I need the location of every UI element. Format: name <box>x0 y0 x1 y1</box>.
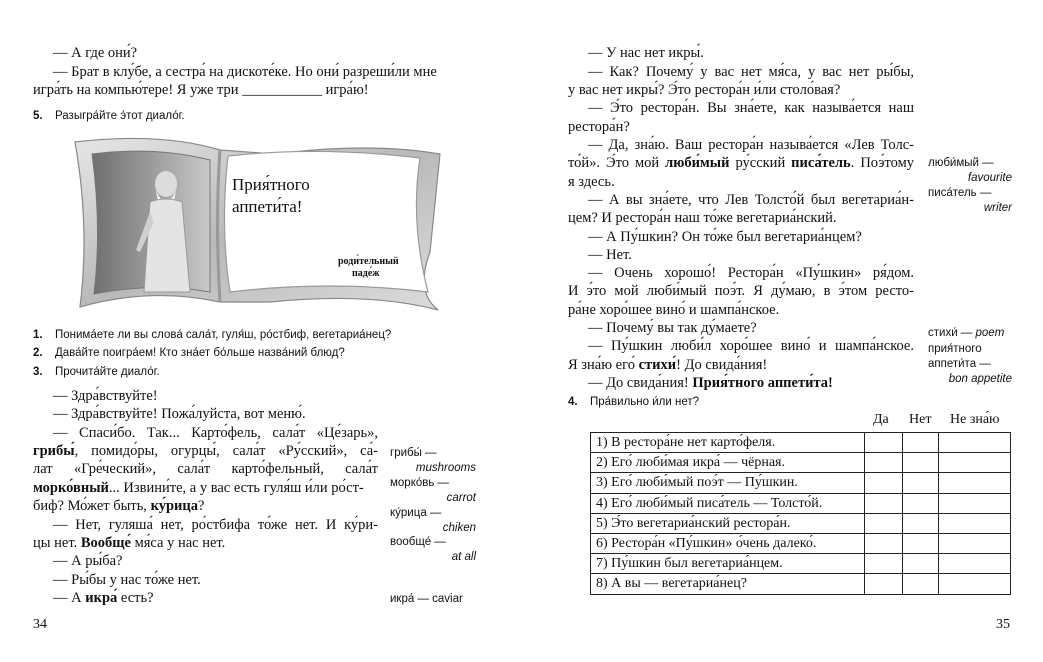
vocab-word: писа́тель <box>791 155 851 171</box>
dialog-line: — Здра́вствуйте! <box>53 388 158 404</box>
vocab-word: икра́ <box>85 590 118 606</box>
gloss-russian: ку́рица — <box>390 507 442 519</box>
answer-cell-dont-know[interactable] <box>939 493 1011 513</box>
gloss-entry: икра́ — caviar <box>390 593 463 605</box>
dialog-line: ра́не хоро́шее вино́ и шампа́нское. <box>568 302 780 318</box>
case-label <box>338 256 399 280</box>
picture-title <box>232 174 310 218</box>
table-row <box>591 533 1011 553</box>
exercise-instruction: Дава́йте поигра́ем! Кто зна́ет бо́льше назва́ний блюд? <box>55 347 345 359</box>
gloss-english: bon appetite <box>948 373 1012 385</box>
answer-cell-dont-know[interactable] <box>939 433 1011 453</box>
exercise-number: 4. <box>568 396 578 408</box>
dialog-text: биф? Мо́жет быть, <box>33 498 151 514</box>
table-row <box>591 453 1011 473</box>
gloss-english: carrot <box>446 492 476 504</box>
page-number: 35 <box>996 617 1010 632</box>
dialog-text: — До свида́ния! <box>588 375 693 391</box>
dialog-line: — Да, зна́ю. Ваш рестора́н называ́ется «Лев Толс- <box>588 137 914 153</box>
dialog-line <box>33 479 364 497</box>
dialog-text: . Поэ́тому <box>850 155 914 171</box>
answer-cell-no[interactable] <box>903 473 939 493</box>
column-header-dont-know: Не зна́ю <box>950 412 1000 427</box>
answer-cell-yes[interactable] <box>865 533 903 553</box>
vocab-word: люби́мый <box>665 155 730 171</box>
exercise-instruction: Прочита́йте диало́г. <box>55 366 160 378</box>
dialog-line: — Спаси́бо. Так... Карто́фель, сала́т «Це́зарь», <box>53 425 378 441</box>
dialog-line <box>33 534 225 552</box>
gloss-russian: аппети́та — <box>928 358 991 370</box>
dialog-line <box>33 497 204 515</box>
exercise-instruction: Разыгра́йте э́тот диало́г. <box>55 110 185 122</box>
gloss-english: poem <box>975 327 1005 339</box>
case-label-line: паде́ж <box>352 268 380 279</box>
dialog-line <box>588 374 833 392</box>
gloss-english: writer <box>983 202 1012 214</box>
exercise-number: 3. <box>33 366 43 378</box>
gloss-russian: грибы́ — <box>390 447 437 459</box>
vocab-word: грибы́ <box>33 443 75 459</box>
dialog-text: то́й». Э́то мой <box>568 155 666 171</box>
exercise-instruction: Пра́вильно и́ли нет? <box>590 396 700 408</box>
dialog-text: , помидо́ры, огурцы́, сала́т «Ру́сский», са́- <box>74 443 378 459</box>
gloss-russian: стихи́ — <box>928 327 976 339</box>
exercise-3 <box>33 366 160 378</box>
table-row <box>591 574 1011 594</box>
vocab-word: ку́рица <box>150 498 198 514</box>
answer-cell-no[interactable] <box>903 533 939 553</box>
dialog-line: я здесь. <box>568 174 615 190</box>
gloss-english: chiken <box>442 522 476 534</box>
scroll-graphic <box>70 132 450 312</box>
dialog-line: — А вы зна́ете, что Лев Толсто́й был вегетариа́н- <box>588 192 914 208</box>
answer-cell-yes[interactable] <box>865 513 903 533</box>
gloss-entry <box>928 342 1012 387</box>
gloss-russian: люби́мый — <box>928 157 994 169</box>
vocab-word: стихи́ <box>638 357 677 373</box>
statement-cell: 2) Его́ люби́мая икра́ — чёрная. <box>591 453 865 473</box>
picture-title-line: аппети́та! <box>232 197 303 216</box>
gloss-entry <box>390 446 476 476</box>
dialog-line: — А где они́? <box>53 45 138 61</box>
page-number: 34 <box>33 617 47 632</box>
dialog-line: — А ры́ба? <box>53 553 123 569</box>
answer-cell-no[interactable] <box>903 453 939 473</box>
statement-cell: 1) В рестора́не нет карто́феля. <box>591 433 865 453</box>
true-false-table <box>590 432 1011 595</box>
dialog-text: Я зна́ю его́ <box>568 357 639 373</box>
dialog-line <box>33 442 378 460</box>
dialog-text: цы нет. <box>33 535 81 551</box>
answer-cell-no[interactable] <box>903 493 939 513</box>
dialog-line: — Нет, гуляша́ нет, ро́стбифа то́же нет. И ку́ри- <box>53 517 378 533</box>
exercise-5 <box>33 110 185 122</box>
answer-cell-yes[interactable] <box>865 554 903 574</box>
gloss-russian: писа́тель — <box>928 187 992 199</box>
picture-title-line: Прия́тного <box>232 175 310 194</box>
gloss-entry <box>390 476 476 506</box>
dialog-line <box>53 589 154 607</box>
exercise-instruction: Понима́ете ли вы слова́ сала́т, гуля́ш, ро́стбиф, вегетариа́нец? <box>55 329 392 341</box>
table-row <box>591 513 1011 533</box>
dialog-line: у вас нет икры́? Э́то рестора́н и́ли столо́вая? <box>568 82 841 98</box>
dialog-text: мя́са у нас нет. <box>130 535 226 551</box>
dialog-line: — Нет. <box>588 247 632 263</box>
dialog-line: — А Пу́шкин? Он то́же был вегетариа́нцем? <box>588 229 862 245</box>
table-row <box>591 433 1011 453</box>
statement-cell: 5) Э́то вегетариа́нский рестора́н. <box>591 513 865 533</box>
dialog-line: рестора́н? <box>568 119 630 135</box>
answer-cell-yes[interactable] <box>865 453 903 473</box>
tolstoy-scroll-illustration <box>70 132 450 312</box>
answer-cell-dont-know[interactable] <box>939 453 1011 473</box>
gloss-russian: прия́тного <box>928 343 982 355</box>
answer-cell-dont-know[interactable] <box>939 513 1011 533</box>
dialog-text: есть? <box>117 590 154 606</box>
table-row <box>591 554 1011 574</box>
vocab-word: морко́вный <box>33 480 109 496</box>
gloss-english: at all <box>451 551 476 563</box>
dialog-line: цем? И рестора́н наш то́же вегетариа́нский. <box>568 210 837 226</box>
gloss-english: mushrooms <box>415 462 476 474</box>
dialog-line: — Э́то рестора́н. Вы зна́ете, как называ́ется наш <box>588 100 914 116</box>
dialog-line: И э́то мой люби́мый поэ́т. Я ду́маю, в э́том ресто- <box>568 283 914 299</box>
exercise-2 <box>33 347 345 359</box>
dialog-line: игра́ть на компью́тере! Я уже три ___________ игра́ю! <box>33 82 369 98</box>
answer-cell-yes[interactable] <box>865 574 903 594</box>
answer-cell-dont-know[interactable] <box>939 554 1011 574</box>
dialog-line: — Почему́ вы так ду́маете? <box>588 320 757 336</box>
answer-cell-dont-know[interactable] <box>939 533 1011 553</box>
dialog-line: лат «Гре́ческий», сала́т карто́фельный, сала́т <box>33 461 378 477</box>
exercise-number: 1. <box>33 329 43 341</box>
dialog-line: — Пу́шкин люби́л хоро́шее вино́ и шампа́нское. <box>588 338 914 354</box>
gloss-russian: морко́вь — <box>390 477 450 489</box>
gloss-entry <box>928 156 1012 186</box>
dialog-line <box>568 154 914 172</box>
gloss-entry <box>928 186 1012 216</box>
exercise-4 <box>568 396 699 408</box>
gloss-entry <box>928 326 1004 341</box>
answer-cell-no[interactable] <box>903 574 939 594</box>
dialog-line <box>568 356 767 374</box>
answer-cell-no[interactable] <box>903 433 939 453</box>
dialog-line: — Здра́вствуйте! Пожа́луйста, вот меню́. <box>53 406 306 422</box>
vocab-word: Прия́тного аппети́та! <box>692 375 833 391</box>
dialog-text: ру́сский <box>729 155 792 171</box>
exercise-number: 5. <box>33 110 43 122</box>
gloss-english: favourite <box>967 172 1012 184</box>
table-row <box>591 473 1011 493</box>
statement-cell: 8) А вы — вегетариа́нец? <box>591 574 865 594</box>
gloss-entry <box>390 535 476 565</box>
gloss-russian: вообще́ — <box>390 536 446 548</box>
dialog-text: — А <box>53 590 86 606</box>
dialog-text: ... Извини́те, а у вас есть гуля́ш и́ли ро́ст- <box>108 480 364 496</box>
dialog-line: — Как? Почему́ у вас нет мя́са, у вас нет ры́бы, <box>588 64 914 80</box>
dialog-line: — Брат в клу́бе, а сестра́ на дискоте́ке. Но они́ разреши́ли мне <box>53 64 437 80</box>
vocab-word: Вообще́ <box>80 535 131 551</box>
table-row <box>591 493 1011 513</box>
statement-cell: 3) Его́ люби́мый поэ́т — Пу́шкин. <box>591 473 865 493</box>
exercise-1 <box>33 329 391 341</box>
gloss-entry <box>390 506 476 536</box>
dialog-line: — Ры́бы у нас то́же нет. <box>53 572 201 588</box>
statement-cell: 7) Пу́шкин был вегетариа́нцем. <box>591 554 865 574</box>
column-header-yes: Да <box>873 412 889 427</box>
statement-cell: 6) Рестора́н «Пу́шкин» о́чень далеко́. <box>591 533 865 553</box>
column-header-no: Нет <box>909 412 932 427</box>
dialog-text: ? <box>198 498 205 514</box>
answer-cell-yes[interactable] <box>865 473 903 493</box>
dialog-line: — У нас нет икры́. <box>588 45 704 61</box>
answer-cell-no[interactable] <box>903 513 939 533</box>
answer-cell-dont-know[interactable] <box>939 574 1011 594</box>
answer-cell-yes[interactable] <box>865 493 903 513</box>
answer-cell-dont-know[interactable] <box>939 473 1011 493</box>
dialog-line: — Очень хорошо́! Рестора́н «Пу́шкин» ря́дом. <box>588 265 914 281</box>
exercise-number: 2. <box>33 347 43 359</box>
answer-cell-no[interactable] <box>903 554 939 574</box>
case-label-line: роди́тельный <box>338 256 399 267</box>
answer-cell-yes[interactable] <box>865 433 903 453</box>
dialog-text: ! До свида́ния! <box>676 357 768 373</box>
statement-cell: 4) Его́ люби́мый писа́тель — Толсто́й. <box>591 493 865 513</box>
